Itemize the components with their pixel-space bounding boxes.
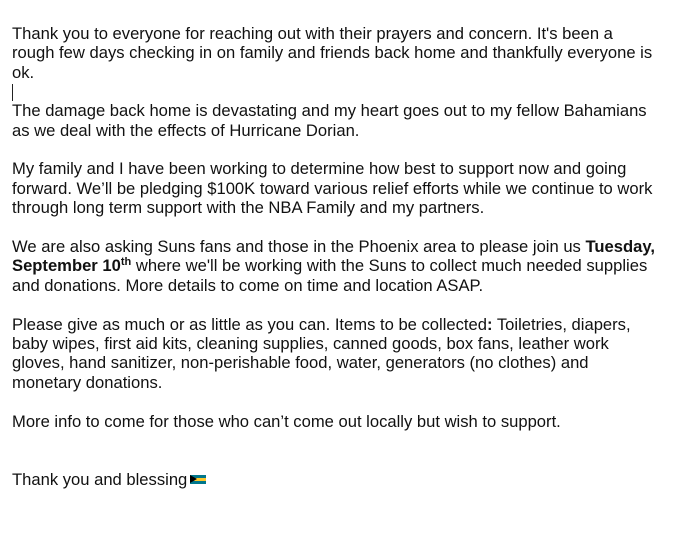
event-date-text: Tuesday, September 10 [12, 237, 655, 276]
paragraph-more-info: More info to come for those who can’t come out locally but wish to support. [12, 411, 561, 431]
paragraph-spacer [12, 140, 672, 159]
paragraph-pledge: My family and I have been working to determine how best to support now and going forward. We’ll be pledging $100K toward various relief efforts while we continue to work through long term support with the NBA Family and my partners. [12, 159, 653, 218]
paragraph-spacer [12, 295, 672, 314]
statement-text [12, 24, 672, 489]
event-text-end: where we'll be working with the Suns to collect much needed supplies and donations. More details to come on time and location ASAP. [12, 256, 648, 295]
text-cursor [12, 84, 13, 101]
bahamas-flag-icon [190, 475, 206, 484]
paragraph-damage: The damage back home is devastating and my heart goes out to my fellow Bahamians as we deal with the effects of Hurricane Dorian. [12, 101, 647, 140]
paragraph-thanks: Thank you to everyone for reaching out with their prayers and concern. It's been a rough few days checking in on family and friends back home and thankfully everyone is ok. [12, 24, 653, 82]
items-intro: Please give as much or as little as you can. Items to be collected [12, 314, 488, 334]
event-text-start: We are also asking Suns fans and those in the Phoenix area to please join us [12, 237, 586, 257]
paragraph-closing [12, 470, 672, 489]
paragraph-event [12, 237, 672, 295]
items-list: Toiletries, diapers, baby wipes, first aid kits, cleaning supplies, canned goods, box fans, leather work gloves, hand sanitizer, non-perishable food, water, generators (no clothes) and monetary donations. [12, 314, 631, 392]
paragraph-spacer [12, 431, 672, 470]
paragraph-items [12, 315, 672, 393]
items-colon: : [487, 314, 493, 334]
closing-text: Thank you and blessing [12, 469, 188, 489]
paragraph-spacer [12, 218, 672, 237]
event-date-suffix: th [120, 256, 132, 269]
paragraph-spacer [12, 392, 672, 411]
